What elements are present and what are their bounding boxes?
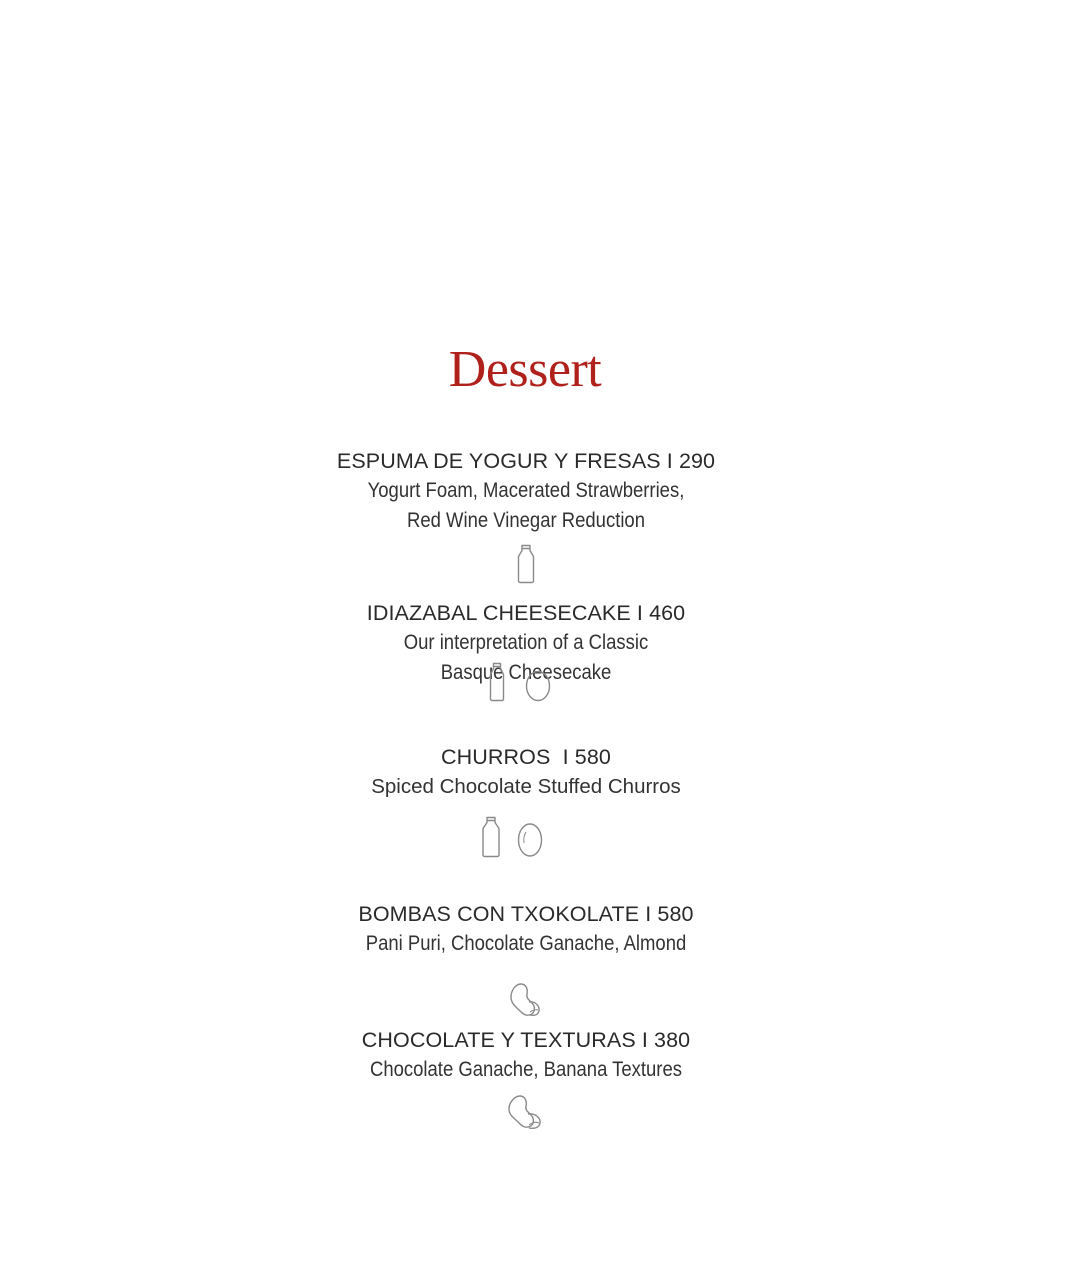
allergen-icons: [0, 1094, 1052, 1132]
item-description-line: Yogurt Foam, Macerated Strawberries,: [367, 479, 685, 502]
item-heading: [0, 1025, 1052, 1055]
item-separator: I: [645, 902, 652, 926]
item-separator: I: [636, 601, 643, 625]
item-heading: [0, 899, 1052, 929]
item-name: ESPUMA DE YOGUR Y FRESAS: [336, 449, 661, 473]
item-name: BOMBAS CON TXOKOLATE: [358, 902, 640, 926]
item-price: 380: [654, 1028, 691, 1052]
menu-item: [0, 1025, 1052, 1085]
item-name: CHURROS: [441, 745, 557, 769]
item-heading: [0, 598, 1052, 628]
milk-icon: [480, 816, 502, 858]
egg-icon: [524, 668, 552, 702]
egg-icon: [516, 820, 544, 858]
menu-item: [0, 446, 1052, 536]
allergen-icons: [0, 544, 1052, 584]
item-separator: I: [666, 449, 673, 473]
menu-item: [0, 742, 1052, 802]
allergen-icons: [0, 816, 1038, 858]
item-description-line: Pani Puri, Chocolate Ganache, Almond: [365, 932, 687, 955]
allergen-icons: [0, 662, 1046, 702]
menu-item: [0, 899, 1052, 959]
item-separator: I: [562, 745, 569, 769]
item-heading: [0, 446, 1052, 476]
item-price: 580: [574, 745, 611, 769]
item-name: IDIAZABAL CHEESECAKE: [366, 601, 631, 625]
item-name: CHOCOLATE Y TEXTURAS: [361, 1028, 636, 1052]
item-description-line: Spiced Chocolate Stuffed Churros: [371, 775, 681, 798]
allergen-icons: [0, 982, 1052, 1018]
item-price: 460: [649, 601, 686, 625]
menu-title: Dessert: [448, 341, 602, 398]
nut-icon: [506, 1094, 546, 1132]
milk-icon: [488, 662, 506, 702]
item-description-line: Red Wine Vinegar Reduction: [407, 509, 645, 532]
nut-icon: [509, 982, 543, 1018]
item-description-line: Basque Cheesecake: [440, 661, 612, 684]
item-separator: I: [641, 1028, 648, 1052]
item-description-line: Our interpretation of a Classic: [403, 631, 649, 654]
milk-icon: [515, 544, 537, 584]
item-price: 580: [657, 902, 694, 926]
item-price: 290: [678, 449, 716, 473]
item-description-line: Chocolate Ganache, Banana Textures: [370, 1058, 682, 1081]
item-heading: [0, 742, 1052, 772]
